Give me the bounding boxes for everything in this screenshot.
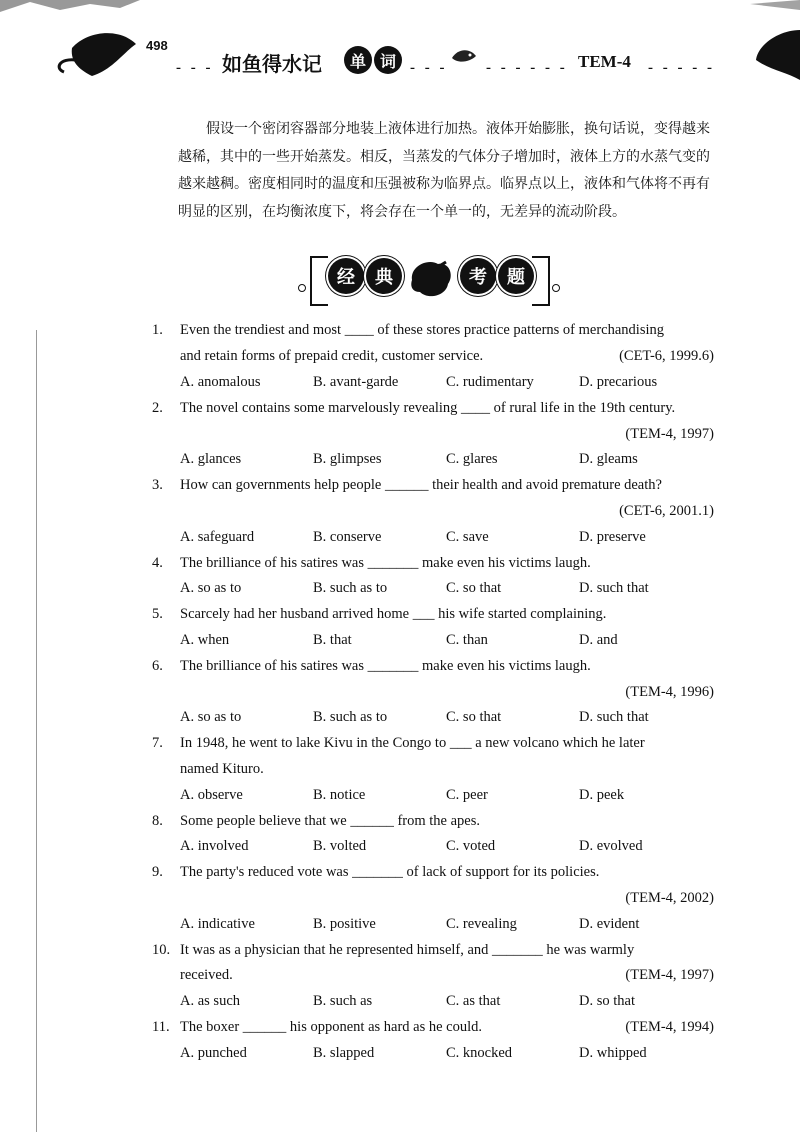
section-title [298,254,558,304]
answer-option: C. so that [446,580,502,597]
question-item [152,731,714,808]
answer-option: B. notice [313,786,366,803]
answer-option: A. involved [180,838,249,855]
question-text: Even the trendiest and most ____ of these stores practice patterns of merchandising [180,322,664,339]
question-item [152,395,714,472]
answer-option: B. avant-garde [313,373,399,390]
question-number: 3. [152,477,163,494]
answer-option: D. such that [579,709,649,726]
ink-blot-icon [406,256,456,300]
answer-option: A. indicative [180,915,255,932]
question-text: How can governments help people ______ their health and avoid premature death? [180,477,662,494]
answer-options [152,576,714,602]
answer-option: B. such as [313,993,373,1010]
answer-options [152,370,714,396]
question-number: 2. [152,399,163,416]
question-text-continued: named Kituro. [180,760,264,777]
answer-option: C. rudimentary [446,373,534,390]
answer-option: D. whipped [579,1044,647,1061]
answer-option: B. such as to [313,709,388,726]
header-dashes: - - - [410,60,448,76]
question-continuation [152,344,714,370]
answer-option: D. evolved [579,838,643,855]
question-line [152,937,714,963]
answer-option: A. punched [180,1044,247,1061]
fish-icon [450,46,480,66]
question-item [152,602,714,654]
question-line [152,731,714,757]
answer-option: A. when [180,631,230,648]
question-item [152,937,714,1014]
page-number: 498 [146,38,168,53]
answer-option: C. glares [446,451,498,468]
question-number: 7. [152,735,163,752]
answer-option: D. precarious [579,373,658,390]
header-dashes: - - - - - [648,60,715,76]
answer-option: D. preserve [579,528,646,545]
header-tag: TEM-4 [578,52,631,71]
question-number: 11. [152,1018,170,1035]
circle-dot-icon [298,284,306,292]
answer-option: A. so as to [180,580,242,597]
answer-option: C. knocked [446,1044,513,1061]
question-number: 1. [152,322,163,339]
question-source-line [152,421,714,447]
question-source: (TEM-4, 1997) [625,425,714,442]
question-text: The boxer ______ his opponent as hard as he could. [180,1018,483,1035]
question-source: (TEM-4, 1996) [625,683,714,700]
question-item [152,1015,714,1067]
badge-jing: 经 [328,258,364,294]
question-source: (TEM-4, 2002) [625,889,714,906]
question-number: 8. [152,812,163,829]
badge-kao: 考 [460,258,496,294]
question-line [152,473,714,499]
question-text: Scarcely had her husband arrived home ___ his wife started complaining. [180,606,607,623]
answer-option: A. as such [180,993,241,1010]
answer-option: A. safeguard [180,528,255,545]
series-title: 如鱼得水记 [222,52,322,76]
question-text: The novel contains some marvelously revealing ____ of rural life in the 19th century. [180,399,676,416]
question-line [152,395,714,421]
bracket-right [532,256,550,306]
bracket-left [310,256,328,306]
circle-dot-icon [552,284,560,292]
answer-option: B. volted [313,838,367,855]
answer-option: D. and [579,631,618,648]
intro-paragraph: 假设一个密闭容器部分地装上液体进行加热。液体开始膨胀，换句话说，变得越来越稀，其中的一些开始蒸发。相反，当蒸发的气体分子增加时，液体上方的水蒸气变的越来越稠。密度相同时的温度和压强被称为临界点。临界点以上，液体和气体将不再有明显的区别，在均衡浓度下，将会存在一个单一的，无差异的流动阶段。 [178,121,710,220]
question-item [152,653,714,730]
question-continuation [152,757,714,783]
question-text: Some people believe that we ______ from the apes. [180,812,480,829]
question-item [152,473,714,550]
answer-options [152,782,714,808]
answer-options [152,1040,714,1066]
ink-splash-left-icon [0,0,140,90]
answer-options [152,447,714,473]
question-source-line [152,679,714,705]
question-number: 10. [152,941,171,958]
question-number: 5. [152,606,163,623]
answer-options [152,911,714,937]
answer-option: B. slapped [313,1044,375,1061]
answer-option: C. than [446,631,488,648]
badge-dian: 典 [366,258,402,294]
answer-options [152,834,714,860]
question-line [152,550,714,576]
answer-options [152,524,714,550]
question-source: (CET-6, 2001.1) [619,502,714,519]
question-item [152,550,714,602]
question-text-continued: and retain forms of prepaid credit, customer service. [180,348,484,365]
answer-option: B. glimpses [313,451,382,468]
answer-option: C. peer [446,786,488,803]
badge-ti: 题 [498,258,534,294]
question-source-line [152,499,714,525]
question-continuation [152,963,714,989]
question-line [152,1015,714,1041]
answer-option: A. anomalous [180,373,261,390]
question-line [152,653,714,679]
question-text-continued: received. [180,967,233,984]
question-text: It was as a physician that he represented himself, and _______ he was warmly [180,941,635,958]
answer-options [152,989,714,1015]
ink-splash-right-icon [710,0,800,90]
answer-option: D. such that [579,580,649,597]
question-line [152,602,714,628]
question-line [152,860,714,886]
answer-option: A. observe [180,786,243,803]
answer-option: D. peek [579,786,625,803]
question-number: 6. [152,657,163,674]
answer-option: D. evident [579,915,640,932]
answer-option: C. so that [446,709,502,726]
badge-ci: 词 [374,46,402,74]
question-source: (CET-6, 1999.6) [619,348,714,365]
question-line [152,808,714,834]
answer-option: B. positive [313,915,376,932]
header-dashes: - - - [176,60,214,76]
answer-option: C. as that [446,993,501,1010]
answer-option: B. such as to [313,580,388,597]
badge-dan: 单 [344,46,372,74]
question-item [152,808,714,860]
question-number: 4. [152,554,163,571]
question-text: The party's reduced vote was _______ of lack of support for its policies. [180,864,600,881]
question-source-line [152,886,714,912]
header-dashes: - - - - - - [486,60,568,76]
question-source: (TEM-4, 1997) [625,967,714,984]
word-badges [344,46,402,74]
answer-option: A. glances [180,451,242,468]
answer-option: C. save [446,528,489,545]
question-source: (TEM-4, 1994) [625,1018,714,1035]
answer-options [152,705,714,731]
answer-option: D. so that [579,993,635,1010]
answer-option: C. voted [446,838,496,855]
question-line [152,318,714,344]
page-header [0,0,800,90]
question-item [152,318,714,395]
question-item [152,860,714,937]
answer-option: C. revealing [446,915,517,932]
answer-option: B. that [313,631,352,648]
question-text: In 1948, he went to lake Kivu in the Congo to ___ a new volcano which he later [180,735,645,752]
question-text: The brilliance of his satires was _______ make even his victims laugh. [180,657,591,674]
question-list [152,318,714,1066]
answer-options [152,628,714,654]
answer-option: A. so as to [180,709,242,726]
answer-option: D. gleams [579,451,638,468]
question-number: 9. [152,864,163,881]
page-margin-line [36,330,37,1132]
answer-option: B. conserve [313,528,382,545]
question-text: The brilliance of his satires was _______ make even his victims laugh. [180,554,591,571]
